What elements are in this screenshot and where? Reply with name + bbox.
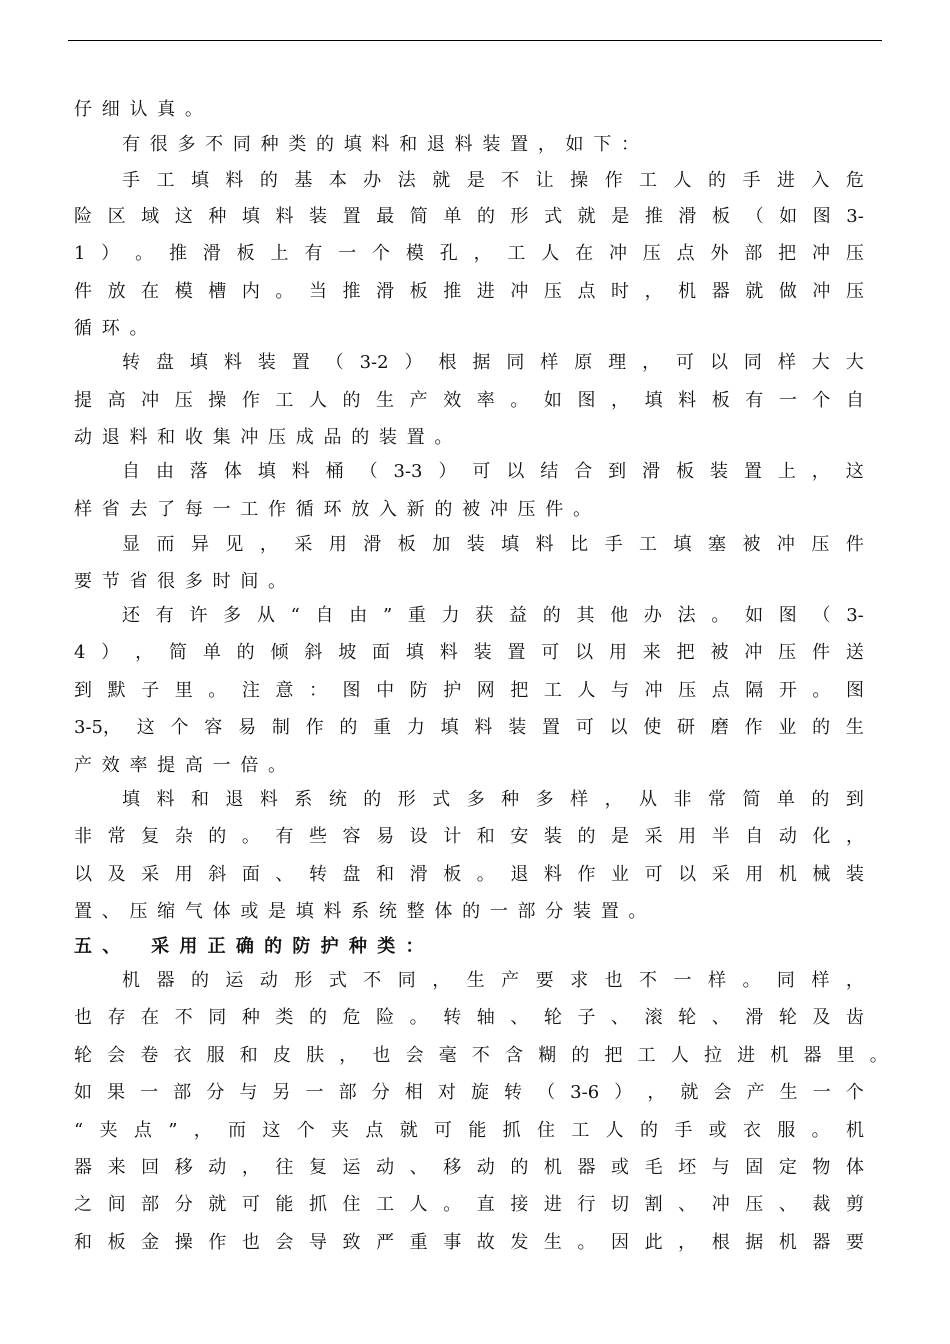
section-heading: 五 、 采 用 正 确 的 防 护 种 类 ： bbox=[74, 936, 424, 957]
text-line: 转 盘 填 料 装 置 （ 3-2 ） 根 据 同 样 原 理 ， 可 以 同 样 大 大 bbox=[122, 352, 864, 373]
text-line: 非 常 复 杂 的 。 有 些 容 易 设 计 和 安 装 的 是 采 用 半 自 动 化 ， bbox=[74, 826, 864, 847]
text-line: 机 器 的 运 动 形 式 不 同 ， 生 产 要 求 也 不 一 样 。 同 样 ， bbox=[122, 970, 864, 991]
text-line: 提 高 冲 压 操 作 工 人 的 生 产 效 率 。 如 图 ， 填 料 板 有 一 个 自 bbox=[74, 390, 864, 411]
text-line: 1 ） 。 推 滑 板 上 有 一 个 模 孔 ， 工 人 在 冲 压 点 外 部 把 冲 压 bbox=[74, 243, 864, 264]
header-rule bbox=[68, 40, 882, 41]
text-line: 显 而 异 见 ， 采 用 滑 板 加 装 填 料 比 手 工 填 塞 被 冲 压 件 bbox=[122, 534, 864, 555]
text-line: 自 由 落 体 填 料 桶 （ 3-3 ） 可 以 结 合 到 滑 板 装 置 上 ， 这 bbox=[122, 461, 864, 482]
text-line: 以 及 采 用 斜 面 、 转 盘 和 滑 板 。 退 料 作 业 可 以 采 用 机 械 装 bbox=[74, 864, 864, 885]
text-line: 轮 会 卷 衣 服 和 皮 肤 ， 也 会 毫 不 含 糊 的 把 工 人 拉 进 机 器 里 。 bbox=[74, 1045, 888, 1066]
text-line: 器 来 回 移 动 ， 往 复 运 动 、 移 动 的 机 器 或 毛 坯 与 固 定 物 体 bbox=[74, 1157, 864, 1178]
text-line: 动 退 料 和 收 集 冲 压 成 品 的 装 置 。 bbox=[74, 427, 453, 448]
text-line: 有 很 多 不 同 种 类 的 填 料 和 退 料 装 置 ， 如 下 ： bbox=[122, 134, 639, 155]
text-line: 要 节 省 很 多 时 间 。 bbox=[74, 571, 287, 592]
text-line: 样 省 去 了 每 一 工 作 循 环 放 入 新 的 被 冲 压 件 。 bbox=[74, 499, 591, 520]
text-line: 件 放 在 模 槽 内 。 当 推 滑 板 推 进 冲 压 点 时 ， 机 器 就 做 冲 压 bbox=[74, 281, 864, 302]
text-line: 填 料 和 退 料 系 统 的 形 式 多 种 多 样 ， 从 非 常 简 单 的 到 bbox=[122, 789, 864, 810]
text-line: 到 默 子 里 。 注 意 ： 图 中 防 护 网 把 工 人 与 冲 压 点 隔 开 。 图 bbox=[74, 680, 864, 701]
text-line: 也 存 在 不 同 种 类 的 危 险 。 转 轴 、 轮 子 、 滚 轮 、 滑 轮 及 齿 bbox=[74, 1007, 864, 1028]
text-line: 如 果 一 部 分 与 另 一 部 分 相 对 旋 转 （ 3-6 ） ， 就 会 产 生 一 个 bbox=[74, 1082, 864, 1103]
text-line: 手 工 填 料 的 基 本 办 法 就 是 不 让 操 作 工 人 的 手 进 入 危 bbox=[122, 170, 864, 191]
text-line: 置 、 压 缩 气 体 或 是 填 料 系 统 整 体 的 一 部 分 装 置 。 bbox=[74, 901, 647, 922]
text-line: 3-5， 这 个 容 易 制 作 的 重 力 填 料 装 置 可 以 使 研 磨 作 业 的 生 bbox=[74, 717, 864, 738]
text-line: 之 间 部 分 就 可 能 抓 住 工 人 。 直 接 进 行 切 割 、 冲 压 、 裁 剪 bbox=[74, 1194, 864, 1215]
text-line: 险 区 域 这 种 填 料 装 置 最 简 单 的 形 式 就 是 推 滑 板 （ 如 图 3- bbox=[74, 206, 864, 227]
text-line: 仔 细 认 真 。 bbox=[74, 99, 203, 120]
text-line: 还 有 许 多 从 “ 自 由 ” 重 力 获 益 的 其 他 办 法 。 如 图 （ 3- bbox=[122, 605, 864, 626]
text-line: “ 夹 点 ” ， 而 这 个 夹 点 就 可 能 抓 住 工 人 的 手 或 衣 服 。 机 bbox=[74, 1120, 864, 1141]
text-line: 循 环 。 bbox=[74, 318, 148, 339]
text-line: 和 板 金 操 作 也 会 导 致 严 重 事 故 发 生 。 因 此 ， 根 据 机 器 要 bbox=[74, 1232, 864, 1253]
text-line: 产 效 率 提 高 一 倍 。 bbox=[74, 755, 287, 776]
text-line: 4 ） ， 简 单 的 倾 斜 坡 面 填 料 装 置 可 以 用 来 把 被 冲 压 件 送 bbox=[74, 642, 864, 663]
